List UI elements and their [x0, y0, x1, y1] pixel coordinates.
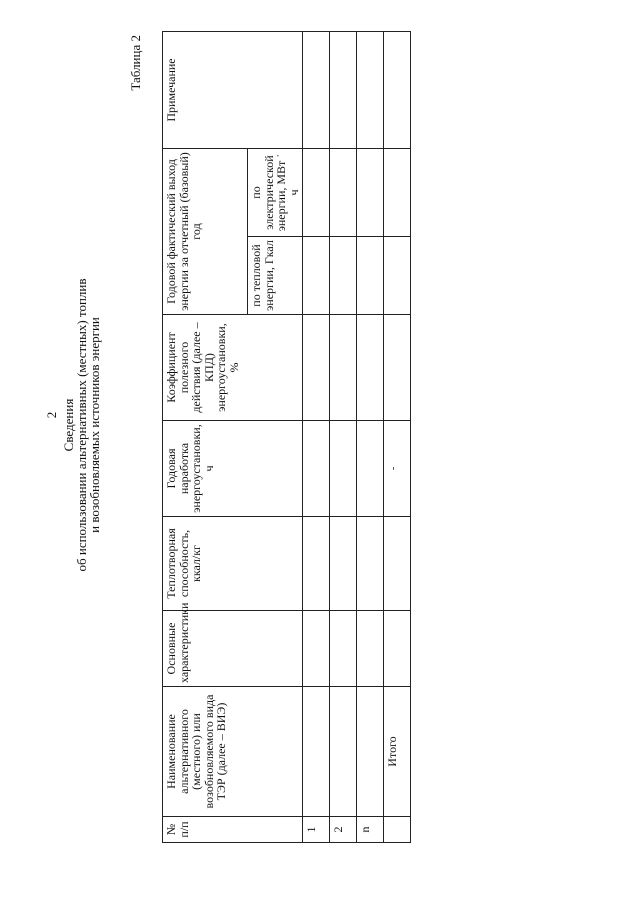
table-cell [330, 31, 357, 148]
table-cell [357, 517, 384, 611]
table-cell [303, 31, 330, 148]
table-cell [303, 611, 330, 687]
table-cell [330, 148, 357, 236]
table-cell [357, 31, 384, 148]
document-title [62, 215, 101, 635]
table-cell [357, 421, 384, 517]
total-hours-mark: - [388, 466, 399, 471]
table-cell [330, 611, 357, 687]
row-number: 2 [330, 817, 357, 843]
table-cell [384, 817, 411, 843]
table-cell [357, 237, 384, 315]
table-cell [357, 315, 384, 421]
total-label: Итого [384, 687, 411, 817]
title-line-2: об использовании альтернативных (местных) топлив [74, 278, 89, 572]
title-line-1: Сведения [61, 398, 76, 452]
table-cell [330, 237, 357, 315]
header-calorific: Теплотворная способность, ккал/кг [163, 517, 303, 611]
table-cell [303, 687, 330, 817]
row-number: 1 [303, 817, 330, 843]
table-cell [384, 148, 411, 236]
header-hours: Годовая наработка энергоустановки, ч [163, 421, 303, 517]
table-cell [357, 611, 384, 687]
header-efficiency: Коэффициент полезного действия (далее – КПД) энергоустановки, % [163, 315, 303, 421]
table-cell [330, 315, 357, 421]
header-row [163, 31, 248, 842]
header-note: Примечание [163, 31, 303, 148]
table-row [357, 31, 384, 842]
header-characteristics: Основные характеристики [163, 611, 303, 687]
table-cell [384, 611, 411, 687]
data-table [162, 31, 411, 843]
header-electric: по электрической энергии, МВт ˙ ч [248, 148, 303, 236]
title-line-3: и возобновляемых источников энергии [87, 317, 102, 533]
total-row [384, 31, 411, 842]
header-thermal: по тепловой энергии, Гкал [248, 237, 303, 315]
table-cell [303, 315, 330, 421]
table-label: Таблица 2 [128, 35, 143, 91]
table-cell [303, 517, 330, 611]
table-row [330, 31, 357, 842]
row-number: n [357, 817, 384, 843]
table-cell [384, 237, 411, 315]
table-cell [384, 31, 411, 148]
table-cell [330, 687, 357, 817]
table-cell [330, 517, 357, 611]
total-hours-cell [384, 421, 411, 517]
table-cell [357, 148, 384, 236]
table-cell [384, 517, 411, 611]
table-cell [384, 315, 411, 421]
table-cell [303, 148, 330, 236]
header-num: № п/п [163, 817, 303, 843]
table-row [303, 31, 330, 842]
table-cell [330, 421, 357, 517]
page-number: 2 [44, 411, 59, 419]
header-annual-output: Годовой фактический выход энергии за отчетный (базовый) год [163, 148, 248, 314]
table-cell [303, 421, 330, 517]
header-name: Наименование альтернативного (местного) или возобновляемого вида ТЭР (далее – ВИЭ) [163, 687, 303, 817]
table-cell [357, 687, 384, 817]
table-cell [303, 237, 330, 315]
